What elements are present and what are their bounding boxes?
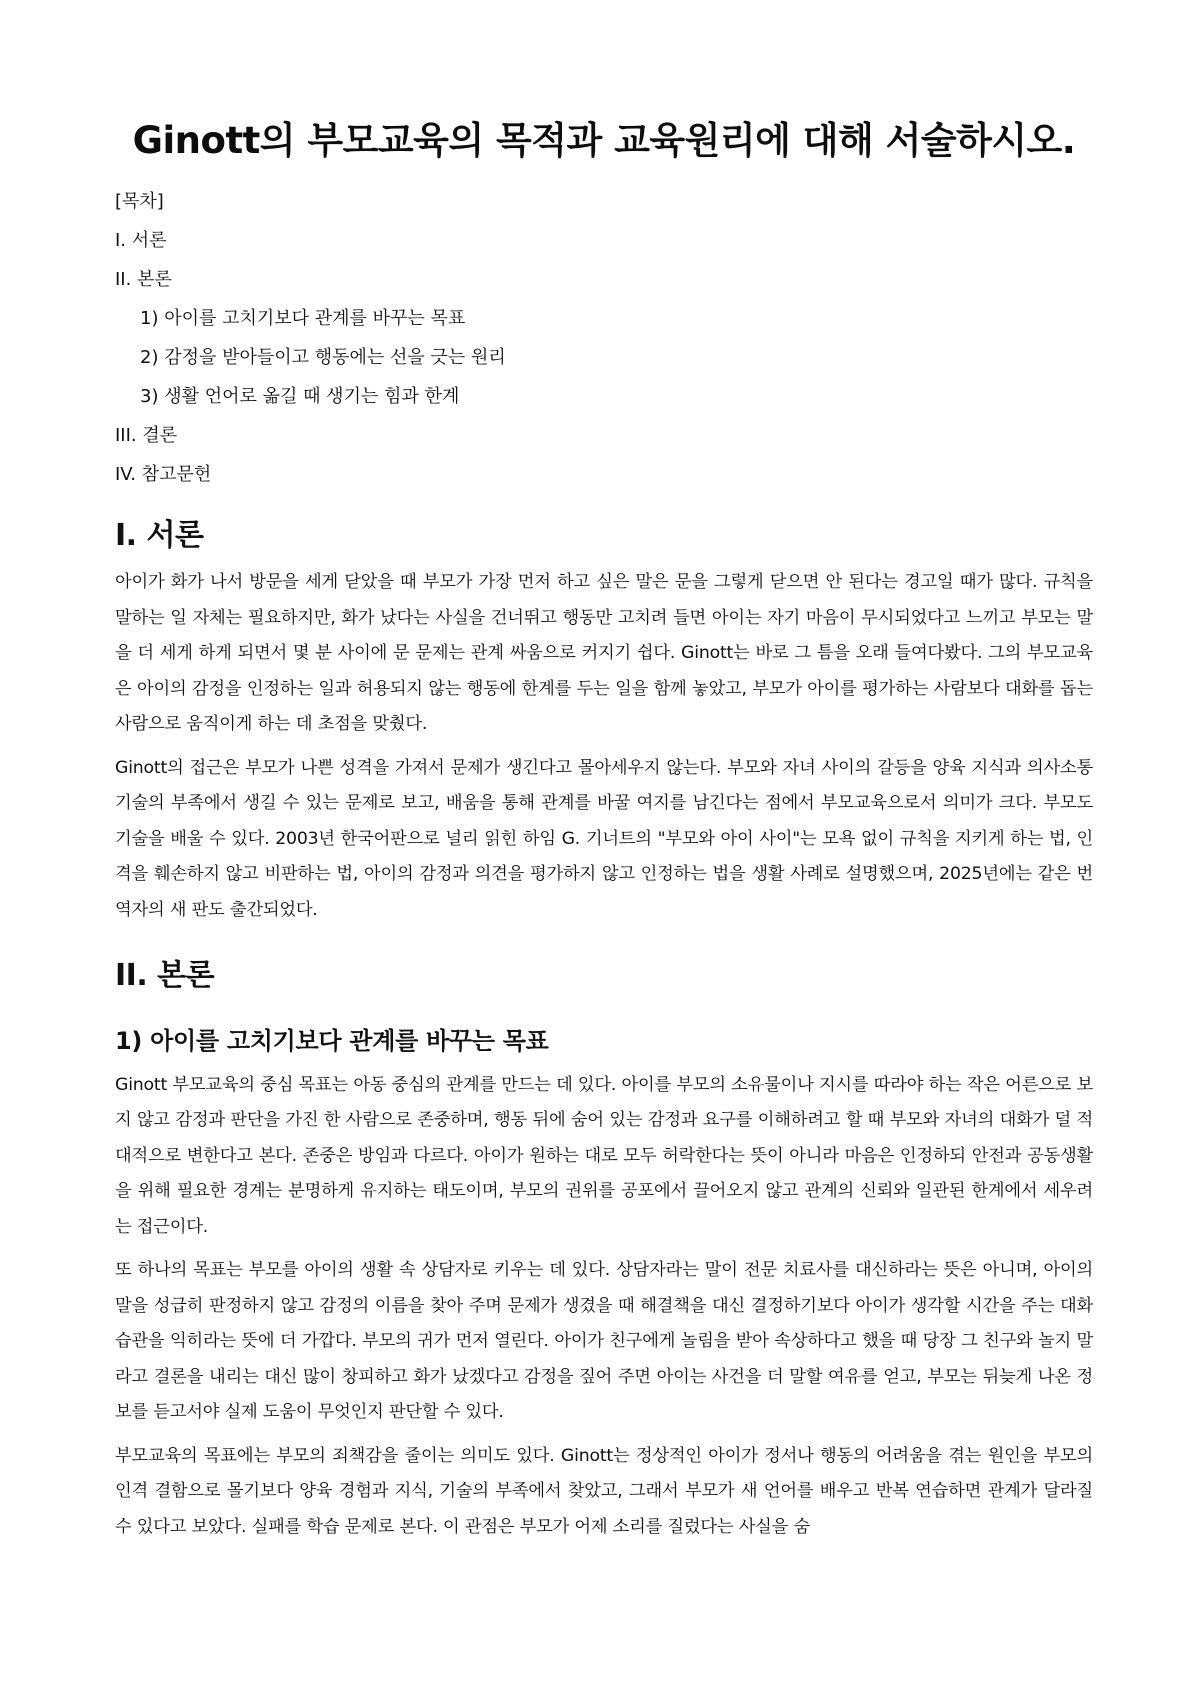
toc-item-conclusion: III. 결론	[115, 425, 178, 447]
toc-item-intro: I. 서론	[115, 230, 167, 252]
toc-item-references: IV. 참고문헌	[115, 464, 212, 486]
subsection-1-paragraph-3: 부모교육의 목표에는 부모의 죄책감을 줄이는 의미도 있다. Ginott는 정상적인 아이가 정서나 행동의 어려움을 겪는 원인을 부모의 인격 결함으로 몰기보다 양육 경험과 지식, 기술의 부족에서 찾았고, 그래서 부모가 새 언어를 배우고 반복 연습하면 관계가 달라질 수 있다고 보았다. 실패를 학습 문제로 본다. 이 관점은 부모가 어제 소리를 질렀다는 사실을 숨	[115, 1445, 1093, 1537]
subsection-1-heading: 1) 아이를 고치기보다 관계를 바꾸는 목표	[115, 1027, 549, 1056]
subsection-1-paragraph-1: Ginott 부모교육의 중심 목표는 아동 중심의 관계를 만드는 데 있다. 아이를 부모의 소유물이나 지시를 따라야 하는 작은 어른으로 보지 않고 감정과 판단을 가진 한 사람으로 존중하며, 행동 뒤에 숨어 있는 감정과 요구를 이해하려고 할 때 부모와 자녀의 대화가 덜 적대적으로 변한다고 본다. 존중은 방임과 다르다. 아이가 원하는 대로 모두 허락한다는 뜻이 아니라 마음은 인정하되 안전과 공동생활을 위해 필요한 경계는 분명하게 유지하는 태도이며, 부모의 권위를 공포에서 끌어오지 않고 관계의 신뢰와 일관된 한계에서 세우려는 접근이다.	[115, 1074, 1093, 1237]
toc-item-body: II. 본론	[115, 269, 172, 291]
intro-paragraph-2: Ginott의 접근은 부모가 나쁜 성격을 가져서 문제가 생긴다고 몰아세우지 않는다. 부모와 자녀 사이의 갈등을 양육 지식과 의사소통 기술의 부족에서 생길 수 있는 문제로 보고, 배움을 통해 관계를 바꿀 여지를 남긴다는 점에서 부모교육으로서 의미가 크다. 부모도 기술을 배울 수 있다. 2003년 한국어판으로 널리 읽힌 하임 G. 기너트의 "부모와 아이 사이"는 모욕 없이 규칙을 지키게 하는 법, 인격을 훼손하지 않고 비판하는 법, 아이의 감정과 의견을 평가하지 않고 인정하는 법을 생활 사례로 설명했으며, 2025년에는 같은 번역자의 새 판도 출간되었다.	[115, 757, 1093, 920]
toc-item-body-3: 3) 생활 언어로 옮길 때 생기는 힘과 한계	[140, 386, 460, 408]
subsection-1-paragraph-2: 또 하나의 목표는 부모를 아이의 생활 속 상담자로 키우는 데 있다. 상담자라는 말이 전문 치료사를 대신하라는 뜻은 아니며, 아이의 말을 성급히 판정하지 않고 감정의 이름을 찾아 주며 문제가 생겼을 때 해결책을 대신 결정하기보다 아이가 생각할 시간을 주는 대화 습관을 익히라는 뜻에 더 가깝다. 부모의 귀가 먼저 열린다. 아이가 친구에게 놀림을 받아 속상하다고 했을 때 당장 그 친구와 놀지 말라고 결론을 내리는 대신 많이 창피하고 화가 났겠다고 감정을 짚어 주면 아이는 사건을 더 말할 여유를 얻고, 부모는 뒤늦게 나온 정보를 듣고서야 실제 도움이 무엇인지 판단할 수 있다.	[115, 1260, 1093, 1423]
table-of-contents	[115, 182, 1093, 494]
intro-section	[115, 516, 1093, 928]
toc-item-body-1: 1) 아이를 고치기보다 관계를 바꾸는 목표	[140, 308, 466, 330]
toc-heading: [목차]	[115, 191, 164, 213]
document-title: Ginott의 부모교육의 목적과 교육원리에 대해 서술하시오.	[132, 119, 1076, 162]
body-heading: II. 본론	[115, 958, 215, 994]
toc-item-body-2: 2) 감정을 받아들이고 행동에는 선을 긋는 원리	[140, 347, 506, 369]
intro-heading: I. 서론	[115, 518, 204, 554]
intro-paragraph-1: 아이가 화가 나서 방문을 세게 닫았을 때 부모가 가장 먼저 하고 싶은 말은 문을 그렇게 닫으면 안 된다는 경고일 때가 많다. 규칙을 말하는 일 자체는 필요하지만, 화가 났다는 사실을 건너뛰고 행동만 고치려 들면 아이는 자기 마음이 무시되었다고 느끼고 부모는 말을 더 세게 하게 되면서 몇 분 사이에 문 문제는 관계 싸움으로 커지기 쉽다. Ginott는 바로 그 틈을 오래 들여다봤다. 그의 부모교육은 아이의 감정을 인정하는 일과 허용되지 않는 행동에 한계를 두는 일을 함께 놓았고, 부모가 아이를 평가하는 사람보다 대화를 돕는 사람으로 움직이게 하는 데 초점을 맞췄다.	[115, 572, 1093, 735]
body-section	[115, 956, 1093, 1545]
